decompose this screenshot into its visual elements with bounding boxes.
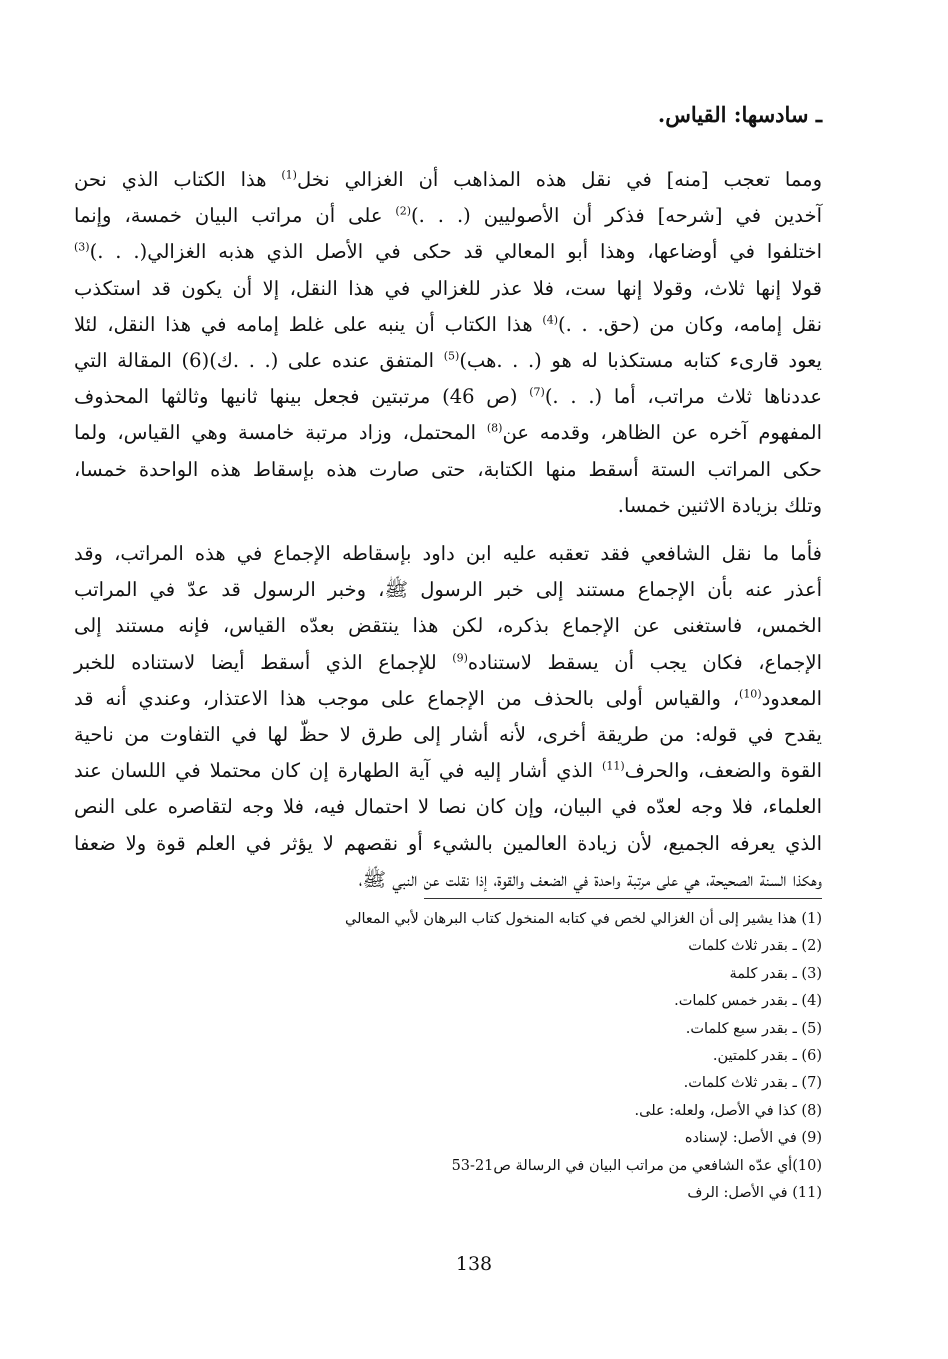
text-line: وتلك بزيادة الاثنين خمسا.: [617, 493, 822, 517]
text-line: فأما ما نقل الشافعي فقد تعقبه عليه ابن داود بإسقاطه الإجماع في هذه المراتب، وقد: [74, 542, 822, 565]
text-line: المعدود$^{(10)}$، والقياس أولى بالحذف من الإجماع على موجب هذا الاعتذار، وعندي أنه قد: [74, 686, 822, 710]
text-line: قولا إنها ثلاث، وقولا إنها ست، فلا عذر للغزالي في هذا النقل، إلا أن يكون قد استكذب: [74, 276, 822, 300]
footnote-item: (6) ـ بقدر كلمتين.: [712, 1048, 822, 1065]
text-line: وهكذا السنة الصحيحة، هي على مرتبة واحدة في الضعف والقوة، إذا نقلت عن النبي ﷺ،: [358, 867, 822, 891]
text-line: حكى المراتب الستة أسقط منها الكتابة، حتى صارت هذه بإسقاط هذه الواحدة خمسا،: [74, 457, 822, 481]
text-line: آخدين في [شرحه] فذكر أن الأصوليين (. . .)$^{(2)}$ على أن مراتب البيان خمسة، وإنما: [74, 204, 822, 228]
footnote-item: (10)أي عدّه الشافعي من مراتب البيان في الرسالة ص21-53: [451, 1157, 822, 1174]
footnote-ref: (4): [542, 313, 558, 327]
text-line: القوة والضعف، والحرف$^{(11)}$ الذي أشار إليه في آية الطهارة إن كان محتملا في اللسان عند: [74, 759, 822, 783]
footnote-item: (7) ـ بقدر ثلاث كلمات.: [683, 1075, 822, 1092]
footnote-ref: (9): [452, 651, 468, 665]
text-line: عددناها ثلاث مراتب، أما (. . .)$^{(7)}$ (ص 46) مرتبتين فجعل بينها ثانيها وثالثها المحذوف: [74, 385, 822, 409]
text-line: نقل إمامه، وكان من (حق. . .)$^{(4)}$ هذا الكتاب أن ينبه على غلط إمامه في هذا النقل، لئلا: [74, 312, 822, 336]
text-line: الإجماع، فكان يجب أن يسقط لاستناده$^{(9)}$ للإجماع الذي أسقط أيضا لاستناده للخبر: [74, 650, 823, 674]
text-line: أعذر عنه بأن الإجماع مستند إلى خبر الرسول ﷺ، وخبر الرسول قد عدّ في المراتب: [74, 578, 822, 602]
footnote-ref: (10): [739, 687, 762, 701]
paragraph-2: [74, 536, 822, 898]
text-line: يقدح في قوله: من طريقة أخرى، لأنه أشار إلى طرق لا حظّ لها في التفاوت من ناحية: [74, 723, 822, 747]
page-number: 138: [455, 1253, 493, 1275]
footnote-item: (1) هذا يشير إلى أن الغزالي لخص في كتابه المنخول كتاب البرهان لأبي المعالي: [345, 911, 822, 927]
footnote-ref: (11): [602, 759, 625, 773]
footnote-item: (2) ـ بقدر ثلاث كلمات: [688, 938, 822, 955]
footnote-item: (4) ـ بقدر خمس كلمات.: [674, 993, 822, 1010]
footnote-ref: (5): [443, 349, 460, 363]
text-line: يعود قارىء كتابه مستكذبا له هو (. . .هب)$^{(5)}$ المتفق عنده على (. . .ك)(6) المقالة التي: [74, 349, 822, 373]
footnote-item: (8) كذا في الأصل، ولعله: على.: [634, 1102, 822, 1119]
footnote-item: (11) في الأصل: الرف: [687, 1185, 822, 1202]
footnote-item: (3) ـ بقدر كلمة: [729, 965, 822, 982]
footnote-item: (5) ـ بقدر سبع كلمات.: [685, 1020, 822, 1037]
text-line: الذي يعرفه الجميع، لأن زيادة العالمين بالشيء أو نقصهم لا يؤثر في العلم قوة ولا ضعفا: [74, 831, 822, 855]
paragraph-1: [74, 162, 822, 524]
footnote-item: (9) في الأصل: لإسناده: [684, 1130, 822, 1147]
text-line: المفهوم آخره عن الظاهر، وقدمه عن$^{(8)}$ المحتمل، وزاد مرتبة خامسة وهي القياس، ولما: [74, 421, 822, 445]
text-line: ومما تعجب [منه] في نقل هذه المذاهب أن الغزالي نخل$^{(1)}$ هذا الكتاب الذي نحن: [74, 168, 822, 191]
footnotes: [280, 906, 822, 1207]
footnote-ref: (8): [486, 421, 503, 435]
footnote-ref: (3): [74, 240, 90, 254]
footnote-divider: [424, 898, 822, 899]
footnote-ref: (7): [529, 385, 545, 399]
footnote-ref: (2): [395, 204, 412, 218]
text-line: اختلفوا في أوضاعها، وهذا أبو المعالي قد حكى في الأصل الذي هذبه الغزالي(. . .)$^{(3)}$: [74, 240, 822, 264]
text-line: العلماء، فلا وجه لعدّه في البيان، وإن كان نصا لا احتمال فيه، فلا وجه لتقاصره على النص: [74, 795, 822, 819]
section-heading: ـ سادسها: القياس.: [657, 102, 822, 127]
text-line: الخمس، فاستغنى عن الإجماع بذكره، لكن هذا ينتقض بعدّه القياس، فإنه مستند إلى: [74, 614, 822, 638]
footnote-ref: (1): [281, 168, 297, 182]
